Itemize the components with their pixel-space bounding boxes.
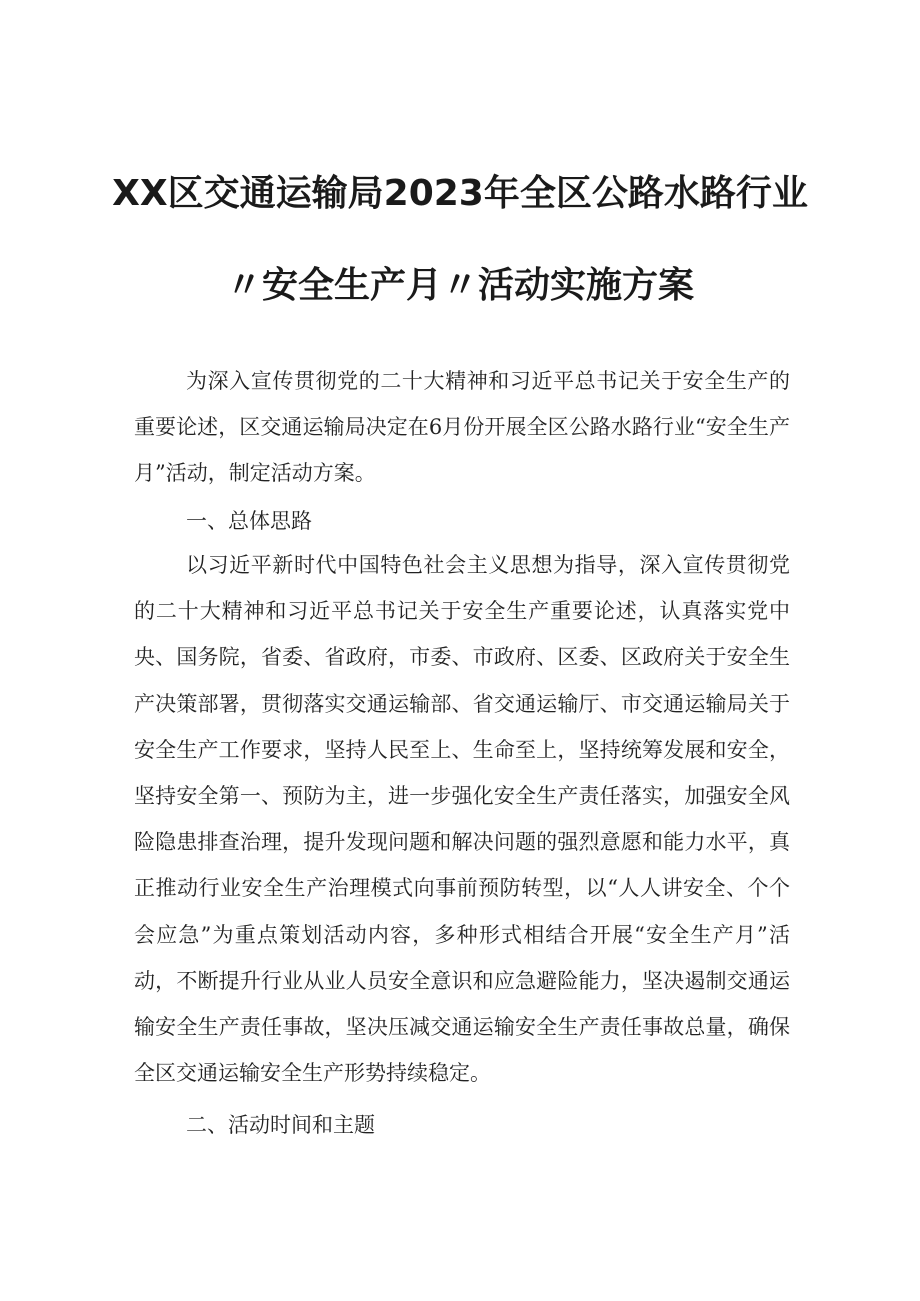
document-title-line-2: 〃安全生产月〃活动实施方案 bbox=[225, 265, 694, 306]
section-paragraph-overall-approach: 以习近平新时代中国特色社会主义思想为指导，深入宣传贯彻党的二十大精神和习近平总书记关于安全生产重要论述，认真落实党中央、国务院，省委、省政府，市委、市政府、区委、区政府关于安全生产决策部署，贯彻落实交通运输部、省交通运输厅、市交通运输局关于安全生产工作要求，坚持人民至上、生命至上，坚持统筹发展和安全，坚持安全第一、预防为主，进一步强化安全生产责任落实，加强安全风险隐患排查治理，提升发现问题和解决问题的强烈意愿和能力水平，真正推动行业安全生产治理模式向事前预防转型，以“人人讲安全、个个会应急”为重点策划活动内容，多种形式相结合开展“安全生产月”活动，不断提升行业从业人员安全意识和应急避险能力，坚决遏制交通运输安全生产责任事故，坚决压减交通运输安全生产责任事故总量，确保全区交通运输安全生产形势持续稳定。 bbox=[134, 553, 790, 1086]
section-heading-time-and-theme: 二、活动时间和主题 bbox=[186, 1113, 375, 1137]
section-heading-overall-approach: 一、总体思路 bbox=[186, 509, 312, 533]
intro-paragraph: 为深入宣传贯彻党的二十大精神和习近平总书记关于安全生产的重要论述，区交通运输局决定在6月份开展全区公路水路行业“安全生产月”活动，制定活动方案。 bbox=[134, 369, 790, 486]
document-title-line-1: XX区交通运输局2023年全区公路水路行业 bbox=[112, 173, 808, 214]
